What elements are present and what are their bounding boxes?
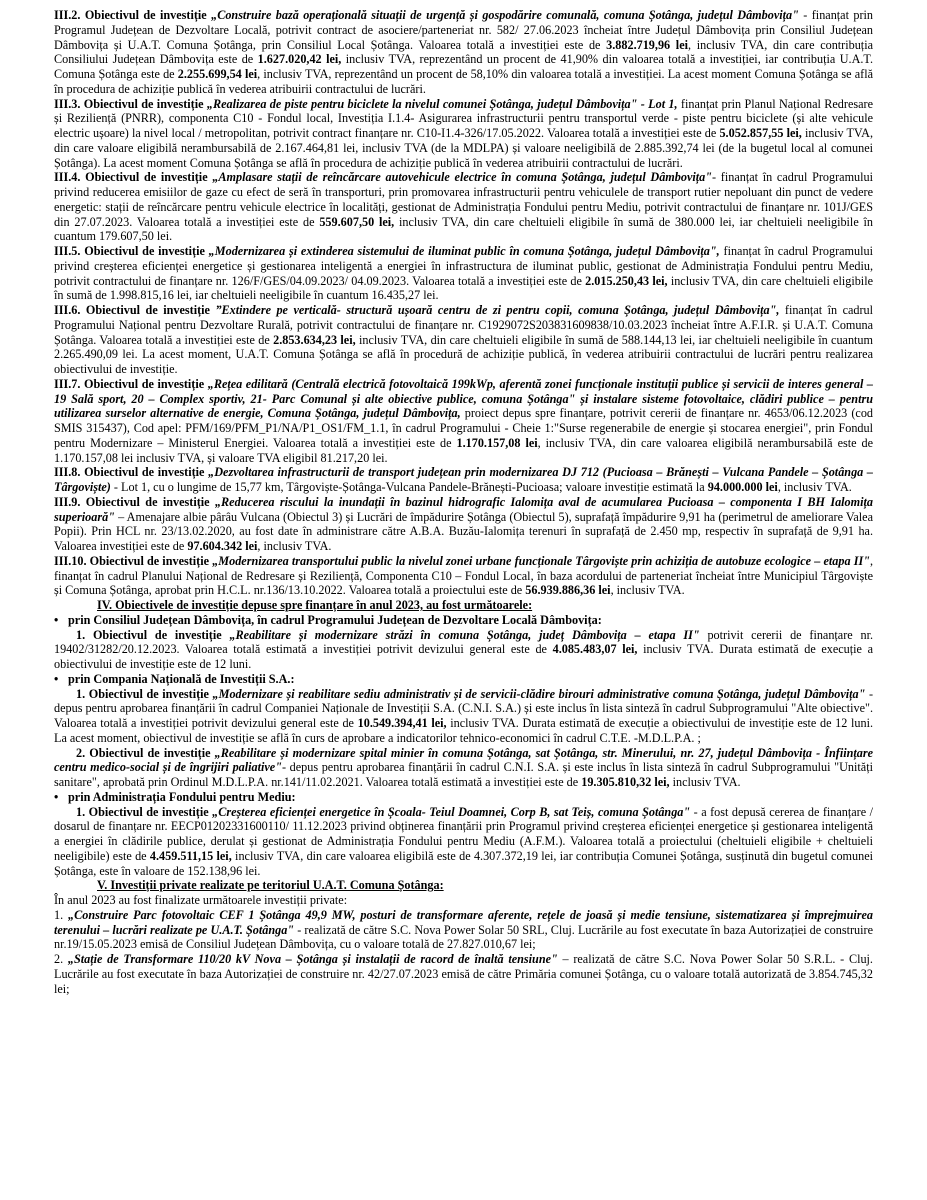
section-III-9 (54, 495, 873, 554)
item-title: „Stație de Transformare 110/20 kV Nova – Șotânga și instalații de racord de înaltă tensiune" (67, 952, 558, 966)
item-text: inclusiv TVA, din care cheltuieli eligibile în sumă de 1.998.815,16 lei, iar cheltuieli neeligibile în cuantum 16.435,27 lei. (54, 273, 873, 303)
bullet-group-cni (54, 672, 873, 687)
section-III-6 (54, 303, 873, 377)
list-item (54, 805, 873, 879)
item-label: 2. Obiectivul de investiție (76, 745, 211, 760)
item-label: III.4. Obiectivul de investiție (54, 170, 208, 185)
item-value: 97.604.342 lei (187, 539, 258, 553)
item-title: „Modernizarea și extinderea sistemului de iluminat public în comuna Șotânga, județul Dâmbovița", (208, 244, 720, 258)
item-text: finanțat în cadrul Programului privind creșterea eficienței energetice și gestionarea inteligentă a energiei în infrastructura de iluminat public, gestionat de Administrația Fondului pentru Mediu, potrivit contractului de finanțare nr. 126/F/GES/04.09.2023/ 04.09.2023. Valoarea totală a investiției este de (54, 244, 873, 288)
item-text: inclusiv TVA, din care valoarea eligibilă este de 4.307.372,19 lei, iar contribuția Comunei Șotânga, susținută din bugetul comunei Șotânga, este în valoare de 152.138,96 lei. (54, 848, 874, 878)
section-III-2 (54, 8, 873, 97)
section-V-heading: V. Investiții private realizate pe teritoriul U.A.T. Comuna Șotânga: (97, 878, 444, 893)
list-item (54, 746, 873, 790)
section-III-4 (54, 170, 873, 244)
item-text: , inclusiv TVA. (610, 583, 685, 598)
section-V-intro: În anul 2023 au fost finalizate următoarele investiții private: (54, 893, 348, 907)
item-text: proiect depus spre finanțare, potrivit cererii de finanțare nr. 4653/06.12.2023 (cod SMIS 315437), Cod apel: PFM/169/PFM_P1/NA/P1_OS1/FM_1.1, în cadrul Programului - Cheie 1:"Surse regenerabile de energie și stocarea energiei", prin Fondul pentru Modernizare – Ministerul Energiei. Valoarea totală a investiției este de (54, 406, 874, 450)
item-value: 94.000.000 lei (707, 480, 778, 494)
item-title: „Rețea edilitară (Centrală electrică fotovoltaică 199kWp, aferentă zonei funcționale instituții publice și servicii de interes general – 19 Sală sport, 20 – Complex sportiv, 21- Parc Comunal și alte obiective publice, comuna Șotânga" și instalare sisteme fotovoltaice, clădiri publice – pentru utilizarea surselor alternative de energie, Comuna Șotânga, județul Dâmbovița, (54, 376, 873, 421)
item-value: 56.939.886,36 lei (525, 583, 611, 598)
item-text: - depus pentru aprobarea finanțării în cadrul Companiei Naționale de Investiții S.A. (C.N.I. S.A.) și este inclus în lista sinteză în cadrul Subprogramului "Alte obiective". Valoarea totală a investiției potrivit devizului general este de (54, 686, 874, 730)
bullet-group-cjd (54, 613, 873, 628)
item-value: 10.549.394,41 lei, (357, 716, 447, 730)
item-text: , inclusiv TVA. (777, 480, 852, 494)
item-text: inclusiv TVA. Durata estimată de execuție a obiectivului de investiție este de 12 luni. La acest moment, obiectivul de investiție se află în curs de aprobare a indicatorilor tehnico-economici în cadrul C.T.E. -M.D.L.P.A. ; (54, 716, 873, 745)
list-item (54, 952, 873, 996)
item-label: III.10. Obiectivul de investiție (54, 553, 210, 568)
item-text: – realizată de către S.C. Nova Power Solar 50 S.R.L. - Cluj. Lucrările au fost executate în baza Autorizației de construire nr. 42/27.07.2023 emisă de către Primăria comunei Șotânga, cu o valoare totală autorizată de 3.854.745,32 lei; (54, 952, 873, 996)
item-title: „Reducerea riscului la inundații în bazinul hidrografic Ialomița aval de acumularea Pucioasa – componenta I BH Ialomița superioară" (54, 494, 873, 524)
item-value: 19.305.810,32 lei, (581, 775, 670, 789)
bullet-icon: • (54, 671, 59, 686)
bullet-icon: • (54, 612, 59, 627)
item-label: III.8. Obiectivul de investiție (54, 465, 205, 480)
item-title: „Modernizarea transportului public la nivelul zonei urbane funcționale Târgoviște prin achiziția de autobuze ecologice – etapa II" (212, 553, 870, 568)
item-title: „Realizarea de piste pentru biciclete la nivelul comunei Șotânga, județul Dâmbovița" - Lot 1, (206, 96, 678, 111)
item-label: III.3. Obiectivul de investiție (54, 96, 204, 111)
item-value: 5.052.857,55 lei, (719, 126, 802, 140)
item-value: 2.015.250,43 lei, (585, 273, 668, 288)
bullet-label: prin Compania Națională de Investiții S.A.: (68, 671, 295, 686)
item-title: ”Extindere pe verticală- structură ușoară centru de zi pentru copii, comuna Șotânga, județul Dâmbovița", (215, 303, 780, 317)
item-text: finanțat în cadrul Programului Național pentru Dezvoltare Rurală, potrivit contractului de finanțare nr. C1929072S203831609838/10.03.2023 încheiat între A.F.I.R. și U.A.T. Comuna Șotânga. Valoarea totală a investiției este de (54, 303, 874, 347)
item-text: - realizată de către S.C. Nova Power Solar 50 SRL, Cluj. Lucrările au fost executate în baza Autorizației de construire nr.19/15.05.2023 emisă de Consiliul Județean Dâmbovița, cu o valoare totală de 27.827.010,67 lei; (54, 922, 873, 952)
section-III-5 (54, 244, 873, 303)
item-label: 1. Obiectivul de investiție (76, 686, 209, 701)
section-III-3 (54, 97, 873, 171)
item-title: „Dezvoltarea infrastructurii de transport județean prin modernizarea DJ 712 (Pucioasa – Brănești – Vulcana Pandele – Șotânga – Târgoviște) (54, 465, 874, 494)
item-title: „Amplasare stații de reîncărcare autovehicule electrice în comuna Șotânga, județul Dâmbovița" (212, 170, 713, 185)
item-value: 4.459.511,15 lei, (149, 848, 232, 863)
item-number: 2. (54, 952, 68, 966)
item-text: inclusiv TVA. Durata estimată de execuție a obiectivului de investiție este de 12 luni. (54, 642, 873, 671)
item-label: 1. Obiectivul de investiție (76, 804, 209, 819)
item-label: 1. Obiectivul de investiție (76, 627, 222, 642)
item-text: , inclusiv TVA, reprezentând un procent de 58,10% din valoarea totală a investiției. La acest moment Comuna Șotânga se află în procedura de achiziție publică în vederea atribuirii contractului de lucrări. (54, 67, 873, 96)
section-III-10 (54, 554, 873, 598)
item-title: „Reabilitare și modernizare spital minier în comuna Șotânga, sat Șotânga, str. Minerului, nr. 27, județul Dâmbovița - Înființare centru medico-social și de îngrijiri paliative" (54, 745, 873, 775)
bullet-group-afm (54, 790, 873, 805)
item-text: - Lot 1, cu o lungime de 15,77 km, Târgoviște-Șotânga-Vulcana Pandele-Brănești-Pucioasa; valoare investiție estimată la (110, 480, 708, 494)
item-text: potrivit cererii de finanțare nr. 19402/31282/20.12.2023. Valoarea totală estimată a investiției potrivit devizului general este de (54, 627, 874, 657)
item-text: inclusiv TVA, din care valoare eligibilă nerambursabilă de 2.167.464,81 lei, inclusiv TVA (de la MDLPA) și valoare neeligibilă de 2.885.392,74 lei (de la bugetul local al comunei Șotânga). La acest moment Comuna Șotânga se află în procedura de achiziție publică în vederea atribuirii contractului de lucrări. (54, 126, 873, 170)
item-number: 1. (54, 907, 68, 922)
section-III-7 (54, 377, 873, 466)
bullet-label: prin Consiliul Județean Dâmbovița, în cadrul Programului Județean de Dezvoltare Locală Dâmbovița: (68, 612, 602, 627)
item-title: „Modernizare și reabilitare sediu administrativ și de servicii-clădire birouri administrative comuna Șotânga, județul Dâmbovița" (212, 686, 866, 701)
list-item (54, 628, 873, 672)
item-text: , finanțat în cadrul Planului Național de Redresare și Reziliență, Componenta C10 – Fondul Local, în baza acordului de parteneriat încheiat între Municipiul Târgoviște și Comuna Șotânga, aprobat prin H.C.L. nr.136/13.10.2022. Valoarea totală a proiectului este de (54, 553, 874, 598)
item-value: 559.607,50 lei, (319, 214, 395, 229)
section-IV-heading: IV. Obiectivele de investiție depuse spre finanțare în anul 2023, au fost următoarele: (97, 598, 533, 612)
item-text: inclusiv TVA. (669, 775, 741, 789)
item-title: „Reabilitare și modernizare străzi în comuna Șotânga, județ Dâmbovița – etapa II" (229, 627, 700, 642)
item-text: , inclusiv TVA. (257, 539, 332, 553)
item-title: „Construire Parc fotovoltaic CEF 1 Șotânga 49,9 MW, posturi de transformare aferente, rețele de joasă și medie tensiune, sistematizarea și împrejmuirea terenului – lucrări realizate pe U.A.T. Șotânga" (54, 907, 873, 937)
item-value: 3.882.719,96 lei (606, 37, 688, 52)
item-text: finanțat prin Planul Național Redresare și Reziliență (PNRR), componenta C10 - Fondul local, Investiția I.1.4- Asigurarea infrastructurii pentru transportul verde - piste pentru biciclete (și alte vehicule electric ușoare) la nivel local / metropolitan, potrivit contract finanțare nr. C10-I1.4-326/17.05.2022. Valoarea totală a investiției este de (54, 96, 873, 140)
item-text: - depus pentru aprobarea finanțării în cadrul C.N.I. S.A. și este inclus în lista sinteză în cadrul Subprogramului "Unități sanitare", aprobată prin Ordinul M.D.L.P.A. nr.141/11.02.2021. Valoarea totală estimată a investiției este de (54, 760, 873, 789)
item-label: III.9. Obiectivul de investiție (54, 494, 210, 509)
bullet-icon: • (54, 789, 59, 804)
list-item (54, 908, 873, 952)
item-text: , inclusiv TVA, din care contribuția Consiliului Județean Dâmbovița este de (54, 37, 873, 67)
bullet-label: prin Administrația Fondului pentru Mediu: (68, 789, 296, 804)
item-label: III.7. Obiectivul de investiție (54, 376, 205, 391)
section-III-8 (54, 465, 873, 495)
item-text: – Amenajare albie pârâu Vulcana (Obiectul 3) și Lucrări de împădurire Șotânga (Obiectul 5), suprafață împădurire 9,91 ha (perimetrul de ameliorare Valea Popii). Prin HCL nr. 23/13.02.2020, au fost date în administrare către A.B.A. Buzău-Ialomița terenuri în suprafață de 2.450 mp, respectiv în suprafață de 9,91 ha. Valoarea investiției este de (54, 509, 873, 553)
item-label: III.5. Obiectivul de investiție (54, 244, 205, 258)
item-label: III.6. Obiectivul de investiție (54, 303, 210, 317)
item-text: inclusiv TVA, reprezentând un procent de 41,90% din valoarea totală a investiției, iar contribuția U.A.T. Comuna Șotânga este de (54, 52, 874, 81)
item-label: III.2. Obiectivul de investiție (54, 8, 207, 22)
item-value: 1.627.020,42 lei, (257, 52, 342, 67)
item-text: - finanțat prin Programul Județean de Dezvoltare Locală, potrivit contract de asociere/parteneriat nr. 582/ 27.06.2023 încheiat între Județul Dâmbovița prin Consiliul Județean Dâmbovița și U.A.T. Comuna Șotânga, prin Consiliul Local Șotânga. Valoarea totală a investiției este de (54, 8, 874, 52)
item-text: , inclusiv TVA, din care valoarea eligibilă nerambursabilă este de 1.170.157,08 lei inclusiv TVA, și valoare TVA eligibil 81.217,20 lei. (54, 435, 873, 465)
item-text: inclusiv TVA, din care cheltuieli eligibile în sumă de 588.144,13 lei, iar cheltuieli neeligibile în cuantum 2.265.490,09 lei. La acest moment, U.A.T. Comuna Șotânga se află în procedură de achiziție publică, în vederea atribuirii contractului de lucrări pentru realizarea obiectivului de investiție. (54, 332, 873, 376)
list-item (54, 687, 873, 746)
item-text: - a fost depusă cererea de finanțare / dosarul de finanțare nr. EECP01202331600110/ 11.12.2023 privind obținerea finanțării prin Programul privind creșterea eficienței energetice și gestionarea inteligentă a energiei în clădirile publice, derulat și gestionat de Administrația Fondului pentru Mediu (A.F.M.). Valoarea totală a proiectului (cheltuieli eligibile + cheltuieli neeligibile) este de (54, 804, 874, 863)
item-value: 2.255.699,54 lei (177, 67, 258, 81)
item-text: - finanțat în cadrul Programului privind reducerea emisiilor de gaze cu efect de seră în transporturi, prin promovarea infrastructurii pentru vehiculele de transport rutier nepoluant din punct de vedere energetic: stații de reîncărcare pentru vehicule electrice în localități, gestionat de Administrația Fondului pentru Mediu, potrivit contractului de finanțare nr. 101J/GES din 27.07.2023. Valoarea totală a investiției este de (54, 170, 874, 229)
item-value: 2.853.634,23 lei, (273, 332, 356, 347)
item-title: „Construire bază operațională situații de urgență și gospodărire comunală, comuna Șotânga, județul Dâmbovița" (211, 8, 799, 22)
item-value: 4.085.483,07 lei, (552, 642, 638, 657)
item-title: „Creșterea eficienței energetice în Școala- Teiul Doamnei, Corp B, sat Teiș, comuna Șotânga" (212, 804, 691, 819)
item-value: 1.170.157,08 lei (456, 435, 538, 450)
item-text: inclusiv TVA, din care cheltuieli eligibile în sumă de 380.000 lei, iar cheltuieli neeligibile în cuantum 179.607,50 lei. (54, 214, 874, 244)
